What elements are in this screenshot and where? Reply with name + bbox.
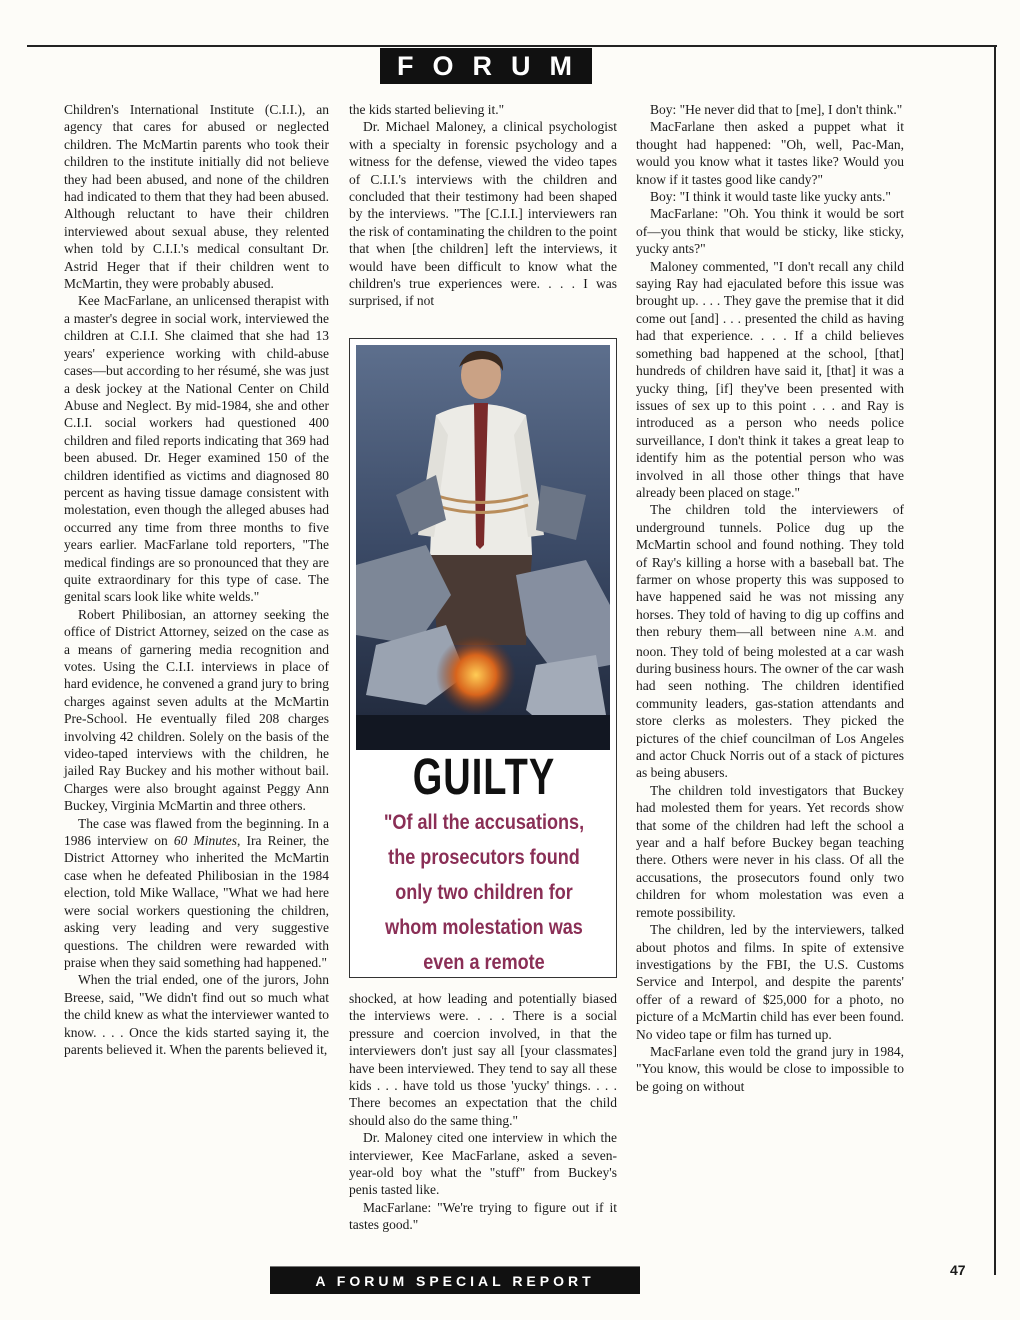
paragraph: shocked, at how leading and potentially biased the interviews were. . . . There is a social pressure and coercion involved, in that the interviewers don't just say all [your classmates] have been interviewed. They tend to say all these kids . . . have told us those 'yucky' things. . . . There becomes an expectation that the child should also do the same thing." bbox=[349, 991, 617, 1128]
paragraph: Dr. Michael Maloney, a clinical psychologist with a specialty in forensic psychology and a witness for the defense, viewed the video tapes of C.I.I.'s interviews with the children and concluded that their testimony had been shaped by the interviews. "The [C.I.I.] interviewers ran the risk of contaminating the children to the point that when [the children] left the interviews, it would have been difficult to know what the children's true experiences were. . . . I was surprised, if not bbox=[349, 119, 617, 309]
show-title: 60 Minutes bbox=[173, 833, 237, 849]
text-run: and noon. They told of being molested at a car wash during business hours. The owner of the car wash had seen nothing. The children identified community leaders, gas-station attendants and store clerks as molesters. They picked the pictures of the chief councilman of Los Angeles and actor Chuck Norris out of a stack of pictures as being abusers. bbox=[636, 624, 904, 781]
paragraph: Children's International Institute (C.I.I.), an agency that cares for abused or neglected children. The McMartin parents who took their children to the institute initially did not believe they had been abused, and none of the children had indicated to them that they had been abused. Although reluctant to have their children interviewed about sexual abuse, they relented when told by C.I.I.'s medical consultant Dr. Astrid Heger that if their children went to McMartin, they were probably abused. bbox=[64, 102, 329, 292]
column-3 bbox=[636, 101, 904, 1095]
column-2-bottom bbox=[349, 990, 617, 1234]
paragraph: The children told investigators that Buckey had molested them for years. Yet records show that some of the children had left the school a year and a half before Buckey began teaching there. Others were never in his class. Of all the accusations, the prosecutors found only two children for whom molestation was even a remote possibility. bbox=[636, 782, 904, 920]
top-rule bbox=[27, 45, 997, 47]
guilty-headline: GUILTY bbox=[412, 749, 556, 807]
illustration-panel bbox=[349, 338, 617, 978]
paragraph: Robert Philibosian, an attorney seeking the office of District Attorney, seized on the case as a means of garnering media recognition and votes. Using the C.I.I. interviews in place of hard evidence, he convened a grand jury to bring charges against seven adults at the McMartin Pre-School. He eventually filed 208 charges involving 42 children. Solely on the basis of the video-taped interviews with the children, he jailed Ray Buckey and his mother without bail. Charges were also brought against Peggy Ann Buckey, Virginia McMartin and three others. bbox=[64, 606, 329, 814]
forum-banner: FORUM bbox=[380, 48, 592, 84]
illustration-image bbox=[356, 345, 610, 750]
paragraph: Boy: "I think it would taste like yucky ants." bbox=[650, 189, 891, 205]
column-1 bbox=[64, 101, 329, 1058]
footer-banner: A FORUM SPECIAL REPORT bbox=[270, 1267, 640, 1294]
column-2-top bbox=[349, 101, 617, 310]
time-abbrev: A.M. bbox=[853, 628, 878, 640]
paragraph: the kids started believing it." bbox=[349, 102, 505, 117]
paragraph: Kee MacFarlane, an unlicensed therapist with a master's degree in social work, interviewed the children at C.I.I. She claimed that she had 13 years' experience working with child-abuse cases—but according to her résumé, she was just a desk jockey at the National Center on Child Abuse and Neglect. By mid-1984, she and other C.I.I. social workers had questioned 400 children and filed reports indicating that 369 had been abused. Dr. Heger examined 150 of the children identified as victims and diagnosed 80 percent as having tissue damage consistent with molestation, even though the alleged abuses had occurred any time from three months to five years earlier. MacFarlane told reporters, "The medical findings are so pronounced that they are quite extraordinary for this type of case. The genital scars look like white welds." bbox=[64, 293, 329, 605]
paragraph bbox=[636, 501, 904, 782]
right-rule bbox=[994, 45, 996, 1275]
paragraph: MacFarlane: "We're trying to figure out if it tastes good." bbox=[349, 1199, 617, 1233]
paragraph: Boy: "He never did that to [me], I don't think." bbox=[650, 102, 903, 117]
paragraph bbox=[64, 815, 329, 972]
paragraph: MacFarlane: "Oh. You think it would be sort of—you think that would be sticky, like sticky, yucky ants?" bbox=[636, 206, 904, 257]
paragraph: MacFarlane then asked a puppet what it thought had happened: "Oh, well, Pac-Man, would you know what it tastes like? Would you know if it tastes good like candy?" bbox=[636, 119, 904, 187]
paragraph: Dr. Maloney cited one interview in which the interviewer, Kee MacFarlane, asked a seven-year-old boy what the "stuff" from Buckey's penis tasted like. bbox=[349, 1130, 617, 1198]
text-run: The case was flawed from the beginning. In a 1986 interview on bbox=[64, 815, 329, 849]
text-run: , Ira Reiner, the District Attorney who inherited the McMartin case when he defeated Philibosian in the 1984 election, told Mike Wallace, "What we had here were social workers questioning the children, asking very leading and very suggestive questions. The children were rewarded with praise when they said something had happened." bbox=[64, 833, 330, 970]
paragraph: The children, led by the interviewers, talked about photos and films. In spite of extensive investigations by the FBI, the U.S. Customs Service and Interpol, and despite the parents' offer of a reward of $25,000 for a photo, no picture of a McMartin child has ever been found. No video tape or film has turned up. bbox=[636, 922, 904, 1042]
paragraph: MacFarlane even told the grand jury in 1984, "You know, this would be close to impossible to be going on without bbox=[636, 1043, 904, 1094]
paragraph: Maloney commented, "I don't recall any child saying Ray had ejaculated before this issue was brought up. . . . They gave the premise that it did come out [and] . . . presented the child as having had that experience. . . . If a child believes something bad happened at the school, [that] hundreds of children have said it, [that] it was a yucky thing, [if] they've been presented with issues of sex up to this point . . . and Ray is introduced as a person who needs police surveillance, I don't think it takes a great leap to identify him as the potential person who was involved in all those other things that have already been placed on stage." bbox=[636, 258, 904, 500]
puzzle-figure-illustration bbox=[356, 345, 610, 750]
paragraph: When the trial ended, one of the jurors, John Breese, said, "We didn't find out so much what the child knew as what the interviewer wanted to know. . . . Once the kids started saying it, the parents believed it. When the parents believed it, bbox=[64, 972, 329, 1057]
text-run: The children told the interviewers of underground tunnels. Police dug up the McMartin school and found nothing. They told of Ray's killing a horse with a baseball bat. The farmer on whose property this was supposed to have happened said he was not missing any horses. They told of having to dig up coffins and then rebury them—all between nine bbox=[636, 502, 904, 640]
page-number: 47 bbox=[950, 1262, 966, 1278]
pull-quote: "Of all the accusations, the prosecutors found only two children for whom molestation was even a remote bbox=[383, 811, 585, 974]
